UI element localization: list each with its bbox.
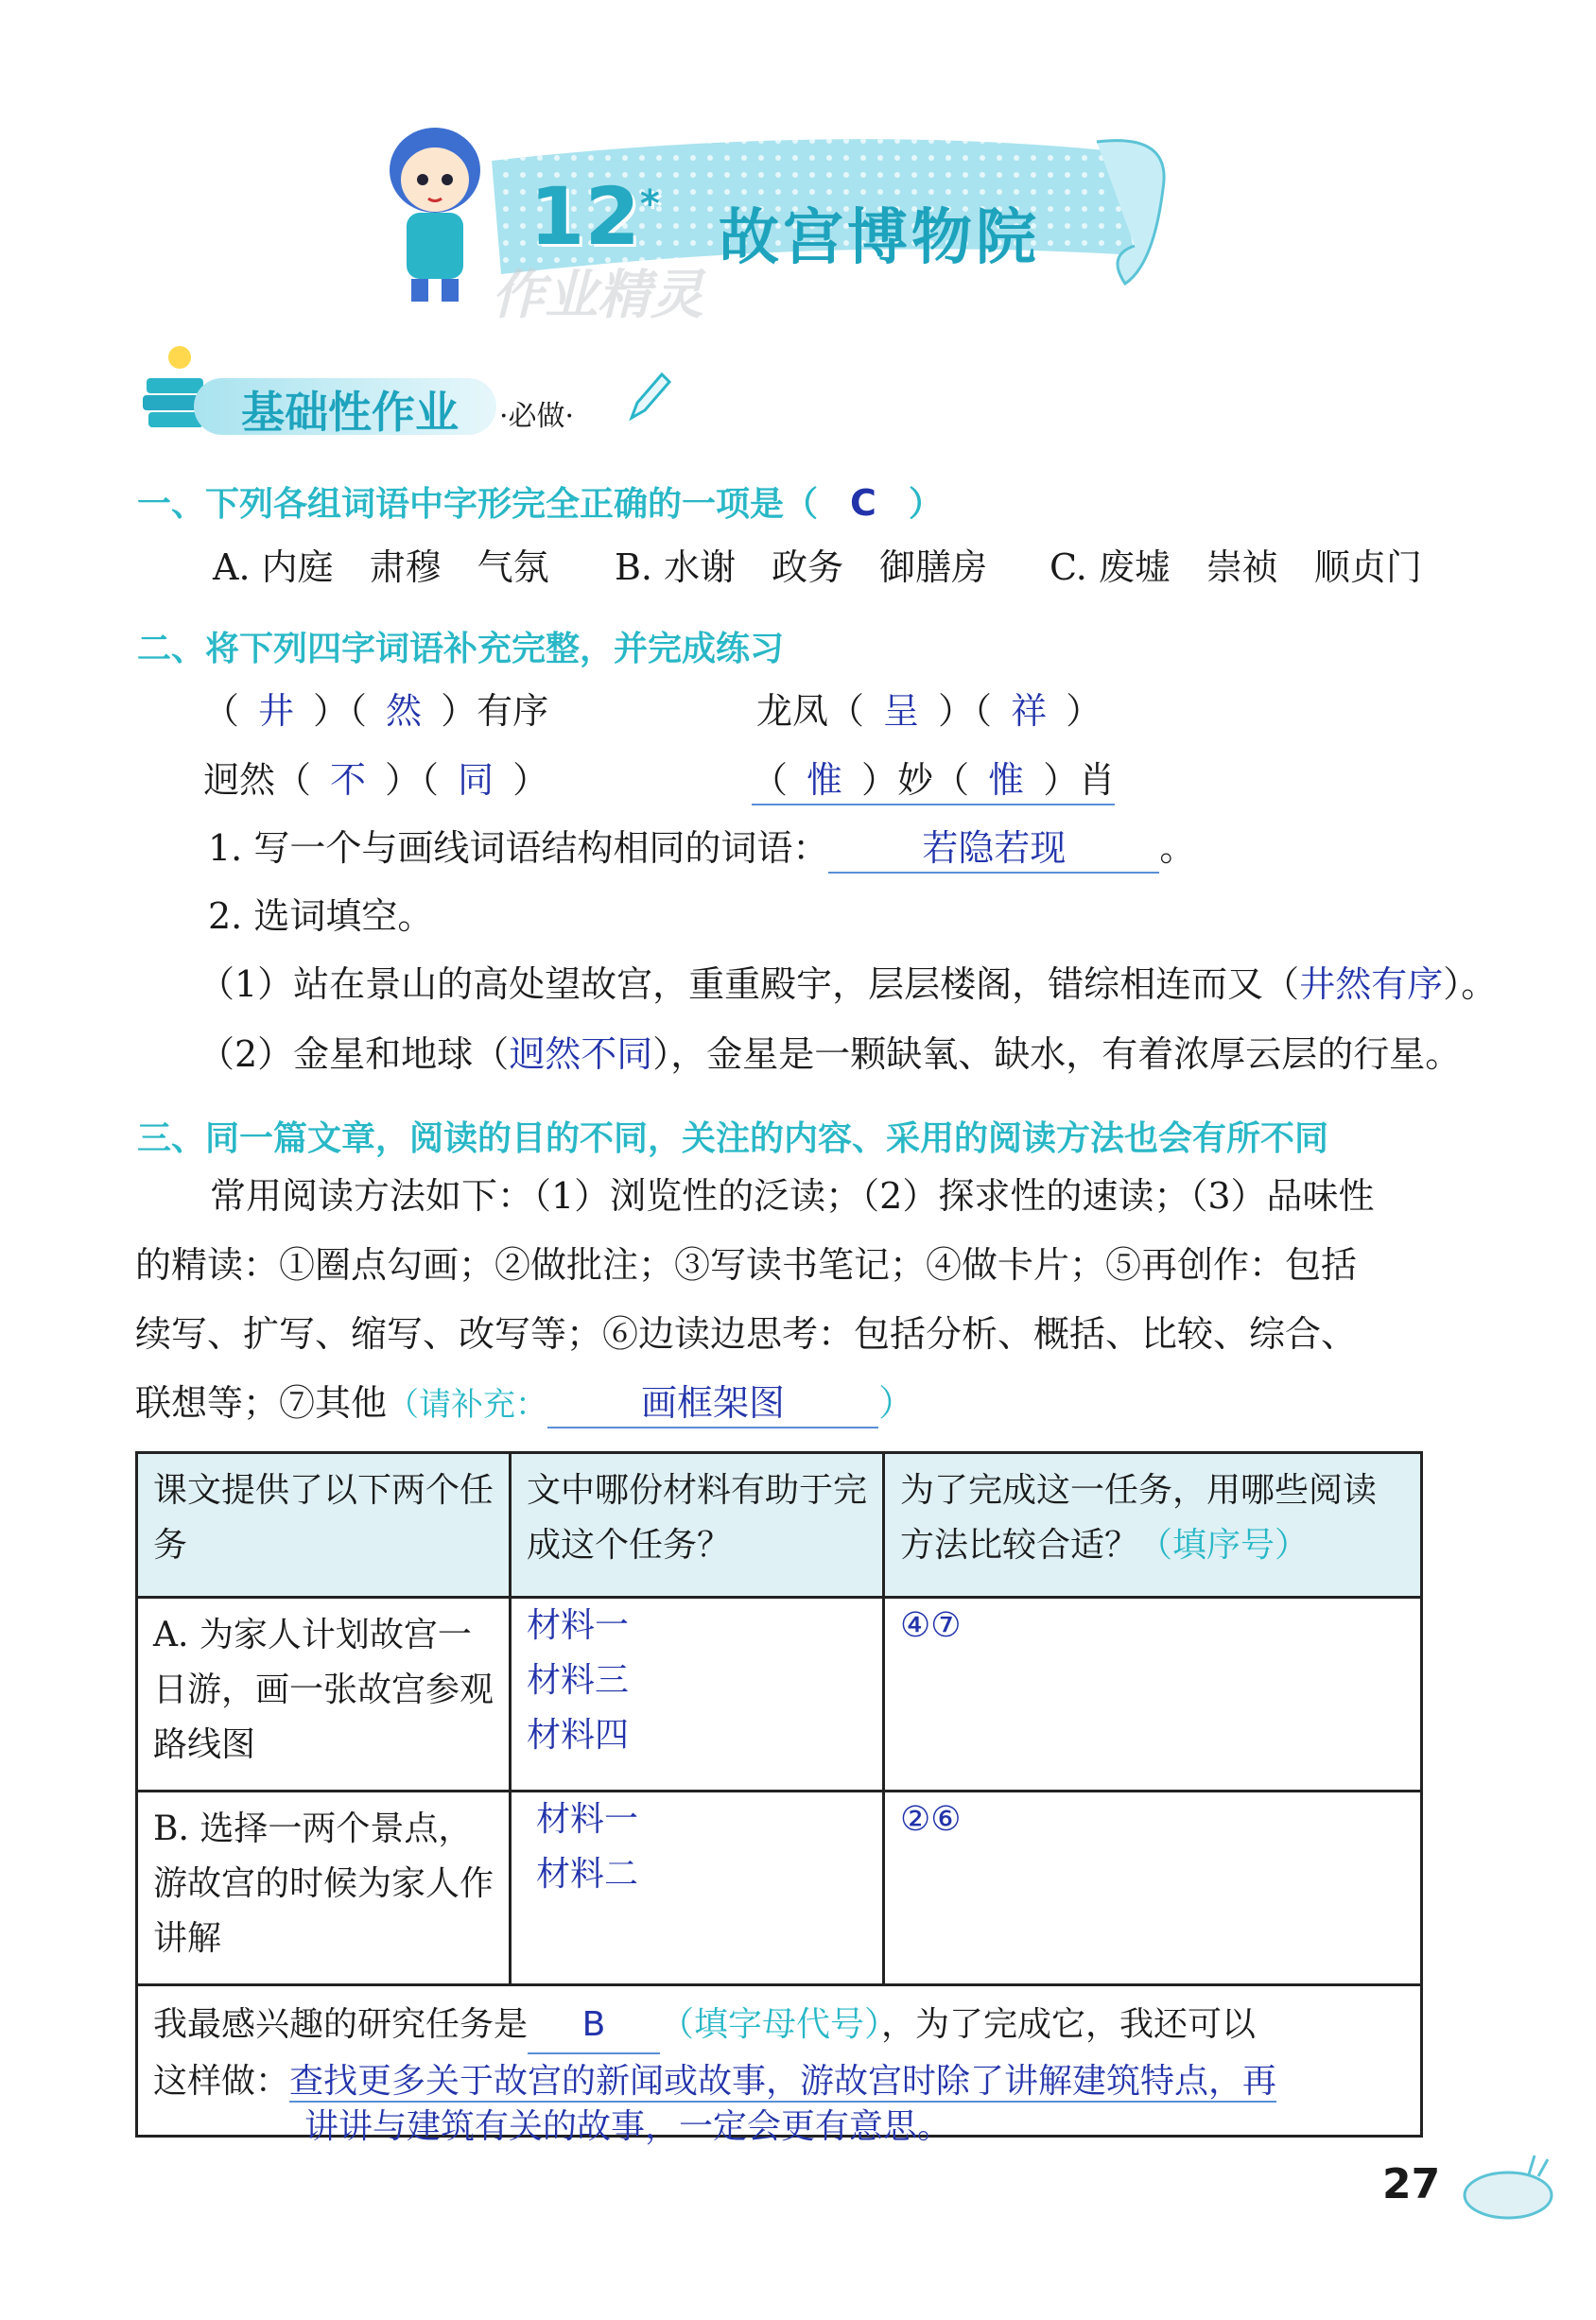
task-b-methods: ②⑥: [884, 1792, 1422, 1985]
idiom-row-2-left: 迥然（ 不 ）（ 同 ）: [203, 759, 549, 801]
idiom-row-1-left: （ 井 ）（ 然 ）有序: [203, 690, 549, 732]
q3-line-3: 续写、扩写、缩写、改写等；⑥边读边思考：包括分析、概括、比较、综合、: [135, 1313, 1358, 1355]
task-a-materials: 材料一 材料三 材料四: [511, 1598, 884, 1792]
task-table: [135, 1451, 1423, 2138]
q3-prompt: 三、同一篇文章，阅读的目的不同，关注的内容、采用的阅读方法也会有所不同: [137, 1119, 1329, 1158]
page-number: 27: [1382, 2160, 1441, 2208]
header-materials: 文中哪份材料有助于完成这个任务？: [511, 1453, 884, 1598]
q2-sub2: 2. 选词填空。: [208, 895, 434, 937]
q2-sentence-1: （1）站在景山的高处望故宫，重重殿宇，层层楼阁，错综相连而又（井然有序）。: [199, 963, 1498, 1005]
pencil-icon: [624, 369, 671, 425]
q3-fill-answer: 画框架图: [547, 1379, 878, 1428]
watermark-text: 作业精灵: [492, 265, 703, 326]
task-a-methods: ④⑦: [884, 1598, 1422, 1792]
table-row: [137, 1792, 1422, 1985]
q1-option-b: B. 水谢 政务 御膳房: [615, 546, 988, 588]
task-a: A. 为家人计划故宫一日游，画一张故宫参观路线图: [137, 1598, 511, 1792]
interest-task-plan-line-1: 查找更多关于故宫的新闻或故事，游故宫时除了讲解建筑特点，再: [289, 2062, 1277, 2101]
table-row: [137, 1598, 1422, 1792]
task-b: B. 选择一两个景点，游故宫的时候为家人作讲解: [137, 1792, 511, 1985]
q1-option-c: C. 废墟 崇祯 顺贞门: [1050, 546, 1422, 588]
q2-sub1-answer: 若隐若现: [828, 824, 1159, 874]
lesson-title: 故宫博物院: [719, 203, 1040, 273]
q3-line-4: 联想等；⑦其他（请补充： 画框架图 ）: [135, 1379, 914, 1428]
interest-task-plan-line-2: 讲讲与建筑有关的故事，一定会更有意思。: [304, 2107, 952, 2146]
interest-task-cell: 我最感兴趣的研究任务是 B （填字母代号），为了完成它，我还可以 这样做：查找更多关于故宫的新闻或故事，游故宫时除了讲解建筑特点，再: [137, 1985, 1422, 2137]
q2-s1-answer: 井然有序: [1299, 963, 1444, 1005]
section-tag: ·必做·: [499, 400, 575, 433]
lesson-number: 12*: [529, 170, 660, 263]
q2-s2-answer: 迥然不同: [509, 1033, 653, 1075]
table-header-row: [137, 1453, 1422, 1598]
snail-icon: [1451, 2146, 1555, 2222]
q3-line-1: 常用阅读方法如下：（1）浏览性的泛读；（2）探求性的速读；（3）品味性: [210, 1175, 1375, 1217]
interest-task-answer: B: [528, 1998, 660, 2054]
q2-sentence-2: （2）金星和地球（迥然不同），金星是一颗缺氧、缺水，有着浓厚云层的行星。: [199, 1033, 1462, 1075]
section-title: 基础性作业: [241, 387, 459, 438]
q1-option-a: A. 内庭 肃穆 气氛: [213, 546, 549, 588]
q1-prompt: 一、下列各组词语中字形完全正确的一项是（ C ）: [137, 482, 943, 524]
header-tasks: 课文提供了以下两个任务: [137, 1453, 511, 1598]
q2-sub1: 1. 写一个与画线词语结构相同的词语： 若隐若现 。: [208, 824, 1195, 874]
idiom-row-1-right: 龙凤（ 呈 ）（ 祥 ）: [756, 690, 1102, 732]
q3-line-2: 的精读：①圈点勾画；②做批注；③写读书笔记；④做卡片；⑤再创作：包括: [135, 1244, 1358, 1286]
header-methods: 为了完成这一任务，用哪些阅读方法比较合适？（填序号）: [884, 1453, 1422, 1598]
task-b-materials: 材料一 材料二: [511, 1792, 884, 1985]
q1-answer: C: [850, 482, 876, 524]
idiom-row-2-right-underlined: （ 惟 ）妙（ 惟 ）肖: [752, 756, 1115, 805]
girl-mascot-illustration: [373, 118, 496, 307]
q2-prompt: 二、将下列四字词语补充完整，并完成练习: [137, 630, 785, 668]
